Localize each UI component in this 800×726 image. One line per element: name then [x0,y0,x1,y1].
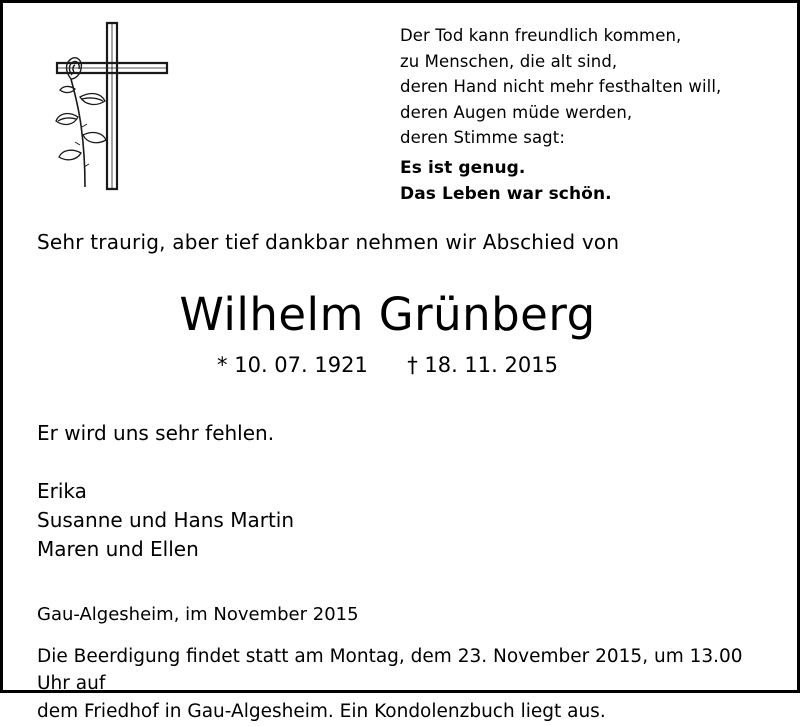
missing-line: Er wird uns sehr fehlen. [37,420,275,445]
deceased-name: Wilhelm Grünberg [179,287,596,341]
family-member: Maren und Ellen [37,536,199,561]
poem-emphasis-line: Das Leben war schön. [400,184,612,205]
body-area [3,230,797,726]
funeral-line: dem Friedhof in Gau-Algesheim. Ein Kondolenzbuch liegt aus. [37,701,606,722]
poem-emphasis-line: Es ist genug. [400,157,526,178]
life-dates [37,353,763,377]
funeral-details [37,643,763,726]
poem-line: deren Augen müde werden, [400,102,633,122]
cross-with-rose-icon [25,17,195,197]
poem-line: zu Menschen, die alt sind, [400,51,618,71]
poem-line: deren Stimme sagt: [400,128,565,148]
family-member: Erika [37,478,87,503]
death-date: † 18. 11. 2015 [407,352,558,377]
poem-block [400,17,721,208]
funeral-line: Die Beerdigung findet statt am Montag, dem 23. November 2015, um 13.00 Uhr auf [37,645,743,695]
poem-line: Der Tod kann freundlich kommen, [400,26,682,45]
birth-date: * 10. 07. 1921 [217,352,368,377]
family-member: Susanne und Hans Martin [37,507,295,532]
farewell-lead: Sehr traurig, aber tief dankbar nehmen wir Abschied von [37,229,620,254]
family-list [37,477,763,564]
place-and-date: Gau-Algesheim, im November 2015 [37,603,359,625]
poem-line: deren Hand nicht mehr festhalten will, [400,77,722,97]
header-area [3,3,797,208]
